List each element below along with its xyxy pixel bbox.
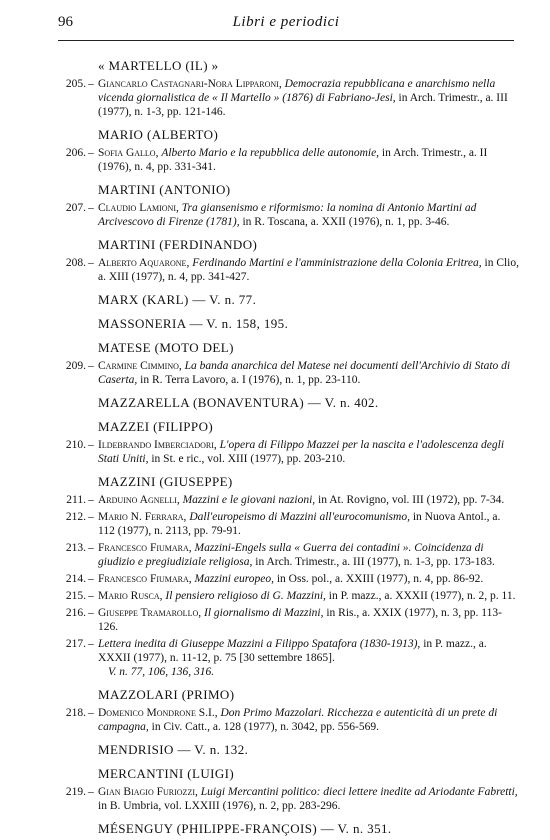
entry-body — [98, 256, 520, 284]
entry-title: Alberto Mario e la repubblica delle autonomie, — [161, 147, 380, 159]
entry-citation: in Civ. Catt., a. 128 (1977), n. 3042, pp. 556-569. — [151, 721, 379, 733]
bibliography-entry — [58, 606, 520, 634]
section-heading: MARTINI (ANTONIO) — [98, 182, 231, 197]
entry-dash: – — [88, 257, 94, 269]
entry-author: Gian Biagio Furiozzi, — [98, 786, 198, 798]
entry-author: Giuseppe Tramarollo, — [98, 607, 202, 619]
entry-number: 205. — [65, 78, 86, 90]
entry-dash: – — [88, 202, 94, 214]
entry-dash: – — [88, 494, 94, 506]
entry-title: Mazzini e le giovani nazioni, — [182, 494, 316, 506]
entry-number: 216. — [65, 607, 86, 619]
entry-dash: – — [88, 707, 94, 719]
entry-dash: – — [88, 638, 94, 650]
entry-citation: in St. e ric., vol. XIII (1977), pp. 203-210. — [151, 453, 346, 465]
entry-title: Tra giansenismo e riformismo: la nomina di Antonio Martini ad Arcivescovo di Firenze (1781), — [98, 202, 477, 228]
entry-body — [98, 785, 520, 813]
section-heading: MATESE (MOTO DEL) — [98, 340, 234, 355]
entry-body — [98, 146, 520, 174]
entry-body — [98, 637, 520, 665]
section-heading: MARTINI (FERDINANDO) — [98, 237, 258, 252]
entry-body — [98, 493, 520, 507]
bibliography-entry — [58, 493, 520, 507]
entry-author: Mario Rusca, — [98, 590, 163, 602]
entry-number: 206. — [65, 147, 86, 159]
entry-body — [98, 706, 520, 734]
entry-author: Arduino Agnelli, — [98, 494, 180, 506]
entry-author: Carmine Cimmino, — [98, 360, 182, 372]
entry-number: 211. — [66, 494, 86, 506]
entry-title: Il giornalismo di Mazzini, — [203, 607, 324, 619]
section-heading: MAZZINI (GIUSEPPE) — [98, 474, 233, 489]
entry-dash: – — [88, 147, 94, 159]
entry-body — [98, 510, 520, 538]
bibliography-entry — [58, 510, 520, 538]
entry-body — [98, 201, 520, 229]
entry-body — [98, 438, 520, 466]
entry-body — [98, 359, 520, 387]
entry-number: 207. — [65, 202, 86, 214]
entry-citation: in R. Toscana, a. XXII (1976), n. 1, pp. 3-46. — [242, 216, 450, 228]
entry-author: Domenico Mondrone S.I., — [98, 707, 218, 719]
entry-citation: in Nuova Antol., a. 112 (1977), n. 2113, pp. 79-91. — [98, 511, 501, 537]
entry-dash: – — [88, 360, 94, 372]
entry-title: Mazzini europeo, — [194, 573, 274, 585]
entry-body — [98, 606, 520, 634]
entry-number: 219. — [65, 786, 86, 798]
entry-author: Sofia Gallo, — [98, 147, 159, 159]
bibliography-entry — [58, 146, 520, 174]
entry-author: Mario N. Ferrara, — [98, 511, 187, 523]
entry-title: La banda anarchica del Matese nei documenti dell'Archivio di Stato di Caserta, — [98, 360, 511, 386]
section-heading: MAZZOLARI (PRIMO) — [98, 687, 235, 702]
entry-body — [98, 572, 520, 586]
entry-title: Mazzini-Engels sulla « Guerra dei contadini ». Coincidenza di giudizio e pregiudiziale religiosa, — [98, 542, 484, 568]
entry-citation: in Arch. Trimestr., a. III (1977), n. 1-3, pp. 121-146. — [98, 92, 508, 118]
entry-number: 218. — [65, 707, 86, 719]
entry-dash: – — [88, 78, 94, 90]
entry-number: 210. — [65, 439, 86, 451]
entry-title: L'opera di Filippo Mazzei per la nascita e l'adolescenza degli Stati Uniti, — [98, 439, 505, 465]
bibliography-entry — [58, 589, 520, 603]
entry-number: 215. — [65, 590, 86, 602]
bibliography-list — [58, 58, 520, 840]
entry-title: Dall'europeismo di Mazzini all'eurocomunismo, — [189, 511, 410, 523]
entry-number: 217. — [65, 638, 86, 650]
section-heading: MASSONERIA — V. n. 158, 195. — [98, 316, 289, 331]
entry-number: 208. — [65, 257, 86, 269]
entry-title: Don Primo Mazzolari. Ricchezza e autenticità di un prete di campagna, — [98, 707, 498, 733]
entry-citation: in Arch. Trimestr., a. II (1976), n. 4, pp. 331-341. — [98, 147, 488, 173]
entry-dash: – — [88, 590, 94, 602]
running-header — [58, 14, 514, 36]
entry-title: Democrazia repubblicana e anarchismo nella vicenda giornalistica de « Il Martello » (1876) di Fabriano-Jesi, — [98, 78, 496, 104]
entry-title: Ferdinando Martini e l'amministrazione della Colonia Eritrea, — [192, 257, 482, 269]
entry-body — [98, 541, 520, 569]
entry-title: Il pensiero religioso di G. Mazzini, — [165, 590, 326, 602]
header-rule — [58, 40, 514, 41]
entry-number: 214. — [65, 573, 86, 585]
bibliography-entry — [58, 201, 520, 229]
entry-title: Luigi Mercantini politico: dieci lettere inedite ad Ariodante Fabretti, — [200, 786, 518, 798]
cross-reference: V. n. 77, 106, 136, 316. — [108, 666, 215, 678]
bibliography-entry — [58, 438, 520, 466]
bibliography-entry — [58, 256, 520, 284]
page-number: 96 — [58, 14, 73, 30]
entry-dash: – — [88, 786, 94, 798]
bibliography-entry — [58, 785, 520, 813]
entry-citation: in B. Umbria, vol. LXXIII (1976), n. 2, pp. 283-296. — [98, 800, 341, 812]
entry-citation: in P. mazz., a. XXXII (1977), n. 11-12, p. 75 [30 settembre 1865]. — [98, 638, 487, 664]
entry-number: 213. — [65, 542, 86, 554]
section-heading: MERCANTINI (LUIGI) — [98, 766, 235, 781]
entry-citation: in Arch. Trimestr., a. III (1977), n. 1-3, pp. 173-183. — [255, 556, 495, 568]
bibliography-entry — [58, 572, 520, 586]
section-heading: MÉSENGUY (PHILIPPE-FRANÇOIS) — V. n. 351. — [98, 821, 392, 836]
entry-number: 209. — [65, 360, 86, 372]
section-heading: MENDRISIO — V. n. 132. — [98, 742, 249, 757]
entry-citation: in At. Rovigno, vol. III (1972), pp. 7-34. — [318, 494, 505, 506]
entry-body — [98, 77, 520, 119]
entry-citation: in P. mazz., a. XXXII (1977), n. 2, p. 11. — [328, 590, 516, 602]
bibliography-entry — [58, 77, 520, 119]
entry-title: Lettera inedita di Giuseppe Mazzini a Filippo Spatafora (1830-1913), — [98, 638, 421, 650]
entry-dash: – — [88, 439, 94, 451]
entry-dash: – — [88, 607, 94, 619]
entry-dash: – — [88, 511, 94, 523]
entry-body — [98, 589, 520, 603]
entry-author: Giancarlo Castagnari-Nora Lipparoni, — [98, 78, 282, 90]
entry-citation: in Oss. pol., a. XXIII (1977), n. 4, pp. 86-92. — [276, 573, 484, 585]
bibliography-entry — [58, 637, 520, 679]
section-heading: MARX (KARL) — V. n. 77. — [98, 292, 257, 307]
bibliography-entry — [58, 706, 520, 734]
section-heading: MAZZEI (FILIPPO) — [98, 419, 214, 434]
entry-author: Alberto Aquarone, — [98, 257, 190, 269]
entry-citation: in Clio, a. XIII (1977), n. 4, pp. 341-427. — [98, 257, 520, 283]
bibliography-entry — [58, 359, 520, 387]
entry-dash: – — [88, 573, 94, 585]
entry-author: Francesco Fiumara, — [98, 573, 192, 585]
bibliography-entry — [58, 541, 520, 569]
section-heading: « MARTELLO (IL) » — [98, 58, 219, 73]
running-title: Libri e periodici — [232, 14, 340, 30]
entry-author: Ildebrando Imberciadori, — [98, 439, 217, 451]
entry-author: Claudio Lamioni, — [98, 202, 179, 214]
entry-dash: – — [88, 542, 94, 554]
entry-number: 212. — [65, 511, 86, 523]
section-heading: MAZZARELLA (BONAVENTURA) — V. n. 402. — [98, 395, 379, 410]
section-heading: MARIO (ALBERTO) — [98, 127, 219, 142]
entry-citation: in R. Terra Lavoro, a. I (1976), n. 1, pp. 23-110. — [140, 374, 361, 386]
entry-citation: in Ris., a. XXIX (1977), n. 3, pp. 113-126. — [98, 607, 502, 633]
entry-author: Francesco Fiumara, — [98, 542, 192, 554]
